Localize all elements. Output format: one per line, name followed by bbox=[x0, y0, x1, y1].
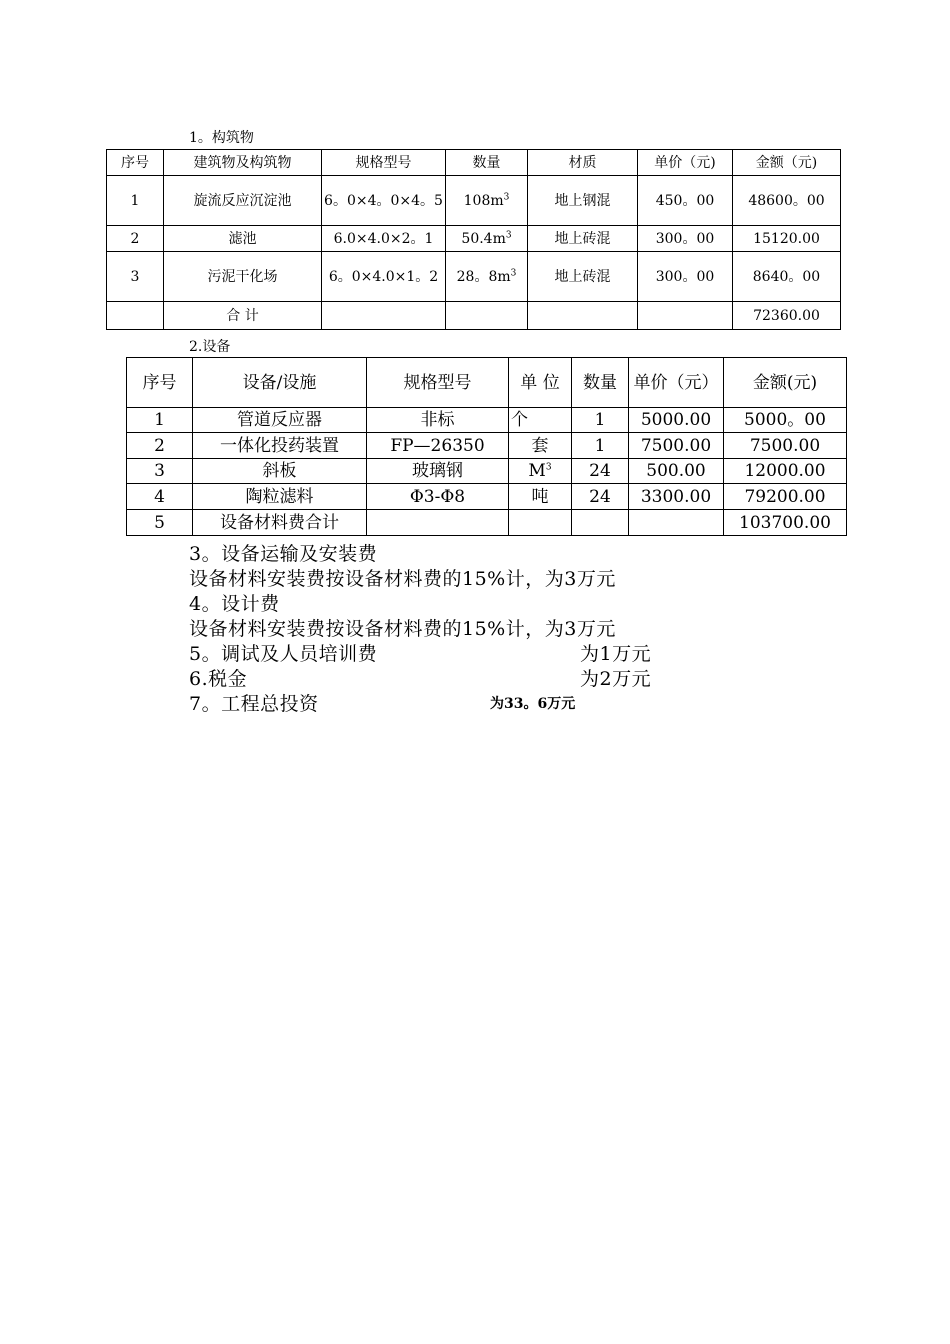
empty-cell bbox=[638, 302, 733, 330]
material-cell: 地上砖混 bbox=[528, 226, 638, 252]
empty-cell bbox=[107, 302, 164, 330]
total-label: 合 计 bbox=[164, 302, 322, 330]
section6-value: 为2万元 bbox=[580, 668, 652, 690]
amount-cell: 15120.00 bbox=[733, 226, 841, 252]
table-row bbox=[107, 252, 841, 302]
spec-cell: 非标 bbox=[367, 408, 509, 433]
unit-cell bbox=[509, 484, 572, 510]
table-header-row bbox=[107, 150, 841, 176]
header-cell: 设备/设施 bbox=[193, 358, 367, 408]
unit-value: M bbox=[528, 461, 546, 481]
quantity-cell bbox=[446, 226, 528, 252]
header-cell: 序号 bbox=[107, 150, 164, 176]
table-row bbox=[107, 176, 841, 226]
price-cell: 500.00 bbox=[629, 459, 724, 484]
structure-name: 滤池 bbox=[164, 226, 322, 252]
header-cell: 规格型号 bbox=[322, 150, 446, 176]
unit-cell bbox=[509, 408, 572, 433]
quantity-value: 28。8m bbox=[456, 268, 511, 285]
amount-cell: 8640。00 bbox=[733, 252, 841, 302]
amount-cell: 12000.00 bbox=[724, 459, 847, 484]
quantity-cell: 24 bbox=[572, 484, 629, 510]
unit-value: 套 bbox=[531, 435, 549, 456]
equipment-name: 一体化投药装置 bbox=[193, 433, 367, 459]
header-cell: 数量 bbox=[572, 358, 629, 408]
price-cell: 7500.00 bbox=[629, 433, 724, 459]
total-label: 设备材料费合计 bbox=[193, 510, 367, 536]
material-cell: 地上砖混 bbox=[528, 252, 638, 302]
row-number: 3 bbox=[127, 459, 193, 484]
spec-cell: Φ3-Φ8 bbox=[367, 484, 509, 510]
price-cell: 300。00 bbox=[638, 252, 733, 302]
section3-text: 设备材料安装费按设备材料费的15%计，为3万元 bbox=[189, 568, 616, 590]
spec-cell: 6.0×4.0×2。1 bbox=[322, 226, 446, 252]
equipment-name: 管道反应器 bbox=[193, 408, 367, 433]
row-number: 3 bbox=[107, 252, 164, 302]
quantity-cell bbox=[446, 252, 528, 302]
table-header-row bbox=[127, 358, 847, 408]
material-cell: 地上钢混 bbox=[528, 176, 638, 226]
header-cell: 规格型号 bbox=[367, 358, 509, 408]
row-number: 4 bbox=[127, 484, 193, 510]
total-amount: 103700.00 bbox=[724, 510, 847, 536]
header-cell: 建筑物及构筑物 bbox=[164, 150, 322, 176]
price-cell: 300。00 bbox=[638, 226, 733, 252]
price-cell: 3300.00 bbox=[629, 484, 724, 510]
quantity-cell: 24 bbox=[572, 459, 629, 484]
row-number: 1 bbox=[107, 176, 164, 226]
quantity-value: 50.4m bbox=[461, 230, 506, 247]
row-number: 2 bbox=[107, 226, 164, 252]
section4-title: 4。设计费 bbox=[189, 593, 280, 615]
amount-cell: 48600。00 bbox=[733, 176, 841, 226]
section6-label: 6.税金 bbox=[189, 668, 248, 690]
empty-cell bbox=[509, 510, 572, 536]
table-row bbox=[107, 226, 841, 252]
header-cell: 序号 bbox=[127, 358, 193, 408]
equipment-table bbox=[126, 357, 847, 536]
quantity-value: 108m bbox=[463, 192, 504, 209]
header-cell: 单价（元) bbox=[638, 150, 733, 176]
section4-text: 设备材料安装费按设备材料费的15%计，为3万元 bbox=[189, 618, 616, 640]
amount-cell: 5000。00 bbox=[724, 408, 847, 433]
amount-cell: 79200.00 bbox=[724, 484, 847, 510]
quantity-exponent: 3 bbox=[503, 191, 510, 202]
unit-exponent: 3 bbox=[545, 462, 552, 473]
table-row bbox=[127, 433, 847, 459]
section2-heading: 2.设备 bbox=[189, 339, 231, 355]
empty-cell bbox=[322, 302, 446, 330]
empty-cell bbox=[446, 302, 528, 330]
quantity-cell: 1 bbox=[572, 433, 629, 459]
spec-cell: 6。0×4.0×1。2 bbox=[322, 252, 446, 302]
quantity-cell: 1 bbox=[572, 408, 629, 433]
unit-cell bbox=[509, 459, 572, 484]
section5-value: 为1万元 bbox=[580, 643, 652, 665]
section7-label: 7。工程总投资 bbox=[189, 693, 319, 715]
header-cell: 金额(元) bbox=[724, 358, 847, 408]
table-row bbox=[127, 459, 847, 484]
total-amount: 72360.00 bbox=[733, 302, 841, 330]
header-cell: 单 位 bbox=[509, 358, 572, 408]
spec-cell: FP—26350 bbox=[367, 433, 509, 459]
header-cell: 单价（元） bbox=[629, 358, 724, 408]
price-cell: 450。00 bbox=[638, 176, 733, 226]
table-row bbox=[127, 408, 847, 433]
empty-cell bbox=[528, 302, 638, 330]
row-number: 5 bbox=[127, 510, 193, 536]
section5-label: 5。调试及人员培训费 bbox=[189, 643, 378, 665]
section1-heading: 1。构筑物 bbox=[189, 130, 254, 146]
amount-cell: 7500.00 bbox=[724, 433, 847, 459]
table-row bbox=[127, 484, 847, 510]
row-number: 1 bbox=[127, 408, 193, 433]
section3-title: 3。设备运输及安装费 bbox=[189, 543, 378, 565]
spec-cell: 玻璃钢 bbox=[367, 459, 509, 484]
structure-name: 旋流反应沉淀池 bbox=[164, 176, 322, 226]
quantity-exponent: 3 bbox=[510, 267, 517, 278]
header-cell: 数量 bbox=[446, 150, 528, 176]
header-cell: 金额（元) bbox=[733, 150, 841, 176]
price-cell: 5000.00 bbox=[629, 408, 724, 433]
section7-value: 为33。6万元 bbox=[490, 696, 576, 712]
header-cell: 材质 bbox=[528, 150, 638, 176]
spec-cell: 6。0×4。0×4。5 bbox=[322, 176, 446, 226]
empty-cell bbox=[572, 510, 629, 536]
row-number: 2 bbox=[127, 433, 193, 459]
structures-table bbox=[106, 149, 841, 330]
table-total-row bbox=[127, 510, 847, 536]
unit-value: 个 bbox=[511, 410, 528, 430]
equipment-name: 斜板 bbox=[193, 459, 367, 484]
quantity-exponent: 3 bbox=[505, 229, 512, 240]
table-total-row bbox=[107, 302, 841, 330]
empty-cell bbox=[629, 510, 724, 536]
unit-value: 吨 bbox=[531, 486, 549, 507]
unit-cell bbox=[509, 433, 572, 459]
equipment-name: 陶粒滤料 bbox=[193, 484, 367, 510]
empty-cell bbox=[367, 510, 509, 536]
quantity-cell bbox=[446, 176, 528, 226]
structure-name: 污泥干化场 bbox=[164, 252, 322, 302]
